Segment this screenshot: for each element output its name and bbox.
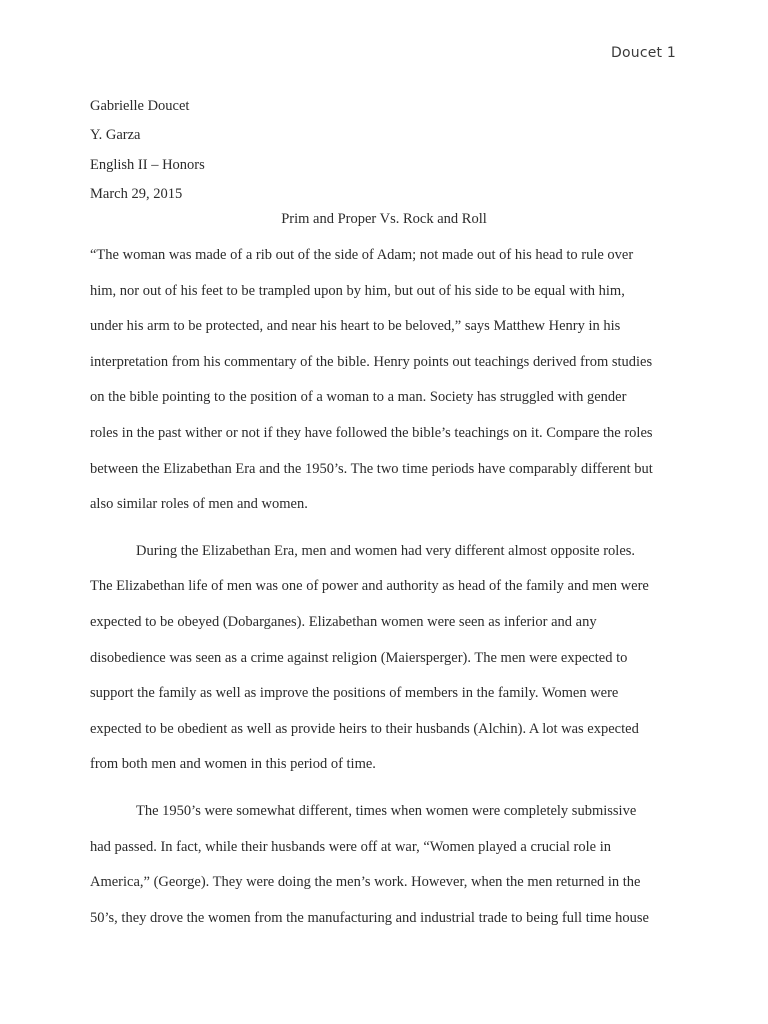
- text-line: on the bible pointing to the position of a woman to a man. Society has struggled with gender: [90, 389, 627, 406]
- text-line: from both men and women in this period of time.: [90, 756, 376, 773]
- text-line: under his arm to be protected, and near his heart to be beloved,” says Matthew Henry in his: [90, 318, 621, 335]
- course-name: English II – Honors: [90, 156, 205, 173]
- essay-title: Prim and Proper Vs. Rock and Roll: [281, 211, 487, 227]
- text-line: expected to be obedient as well as provide heirs to their husbands (Alchin). A lot was expected: [90, 720, 639, 737]
- running-head: Doucet 1: [611, 45, 676, 61]
- paragraph-2: [90, 534, 690, 783]
- text-line: disobedience was seen as a crime against religion (Maiersperger). The men were expected to: [90, 649, 628, 666]
- essay-body: [90, 238, 690, 936]
- text-line: 50’s, they drove the women from the manufacturing and industrial trade to being full time house: [90, 909, 649, 926]
- text-line: expected to be obeyed (Dobarganes). Elizabethan women were seen as inferior and any: [90, 613, 597, 630]
- text-line: America,” (George). They were doing the men’s work. However, when the men returned in the: [90, 874, 641, 891]
- essay-date: March 29, 2015: [90, 185, 183, 202]
- teacher-name: Y. Garza: [90, 127, 141, 144]
- paragraph-gap: [90, 523, 690, 534]
- text-line: him, nor out of his feet to be trampled upon by him, but out of his side to be equal with him,: [90, 282, 625, 299]
- text-line: also similar roles of men and women.: [90, 496, 308, 513]
- paragraph-gap: [90, 783, 690, 794]
- text-line: roles in the past wither or not if they have followed the bible’s teachings on it. Compare the roles: [90, 424, 653, 441]
- text-line: The Elizabethan life of men was one of power and authority as head of the family and men were: [90, 578, 649, 595]
- mla-heading: [90, 92, 205, 209]
- student-name: Gabrielle Doucet: [90, 98, 190, 114]
- paragraph-3: [90, 794, 690, 936]
- text-line: The 1950’s were somewhat different, times when women were completely submissive: [136, 802, 637, 819]
- text-line: “The woman was made of a rib out of the side of Adam; not made out of his head to rule over: [90, 247, 634, 263]
- paragraph-1: [90, 238, 690, 523]
- text-line: had passed. In fact, while their husbands were off at war, “Women played a crucial role in: [90, 838, 611, 855]
- text-line: support the family as well as improve the positions of members in the family. Women were: [90, 685, 619, 702]
- text-line: between the Elizabethan Era and the 1950’s. The two time periods have comparably different but: [90, 460, 653, 477]
- text-line: interpretation from his commentary of the bible. Henry points out teachings derived from studies: [90, 353, 653, 370]
- text-line: During the Elizabethan Era, men and women had very different almost opposite roles.: [136, 542, 636, 559]
